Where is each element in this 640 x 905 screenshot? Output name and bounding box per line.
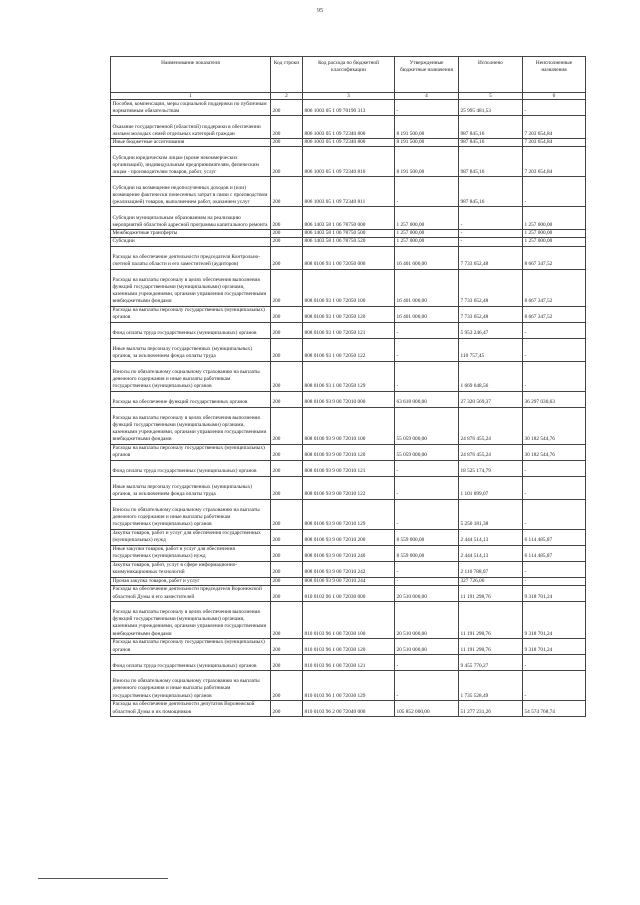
row-approved: 20 510 000,00 <box>395 601 459 638</box>
row-unexecuted: - <box>523 670 586 700</box>
row-line-code: 200 <box>271 638 303 654</box>
row-unexecuted: - <box>523 338 586 361</box>
row-executed: 51 277 231,26 <box>459 700 523 716</box>
row-unexecuted: 6 114 485,87 <box>523 529 586 545</box>
row-name: Расходы на выплаты персоналу в целях обеспечения выполнения функций государственными (муниципальными) органами, казенными учреждениями, органами управления государственными внебюджетными фондами <box>111 407 271 444</box>
row-name: Взносы по обязательному социальному страхованию на выплаты денежного содержания и иные выплаты работникам государственных (муниципальных) органов <box>111 361 271 391</box>
row-unexecuted: 1 257 000,00 <box>523 238 586 246</box>
row-executed: 11 191 298,76 <box>459 638 523 654</box>
table-row <box>111 100 586 116</box>
row-executed: 987 845,16 <box>459 177 523 207</box>
row-unexecuted: 30 182 544,76 <box>523 407 586 444</box>
row-unexecuted: - <box>523 322 586 338</box>
row-line-code: 200 <box>271 322 303 338</box>
page-number: 95 <box>317 8 323 14</box>
row-classification-code: 810 0103 96 1 00 72030 000 <box>303 585 395 601</box>
row-unexecuted: 1 257 000,00 <box>523 207 586 230</box>
table-row <box>111 638 586 654</box>
row-executed: 5 953 246,47 <box>459 322 523 338</box>
row-name: Межбюджетные трансферты <box>111 230 271 238</box>
row-unexecuted: 36 297 030,63 <box>523 391 586 407</box>
row-name: Субсидии муниципальным образованиям на реализацию мероприятий областной адресной программы капитального ремонта <box>111 207 271 230</box>
table-row <box>111 545 586 561</box>
table-row <box>111 670 586 700</box>
row-classification-code: 806 1403 58 1 06 78750 520 <box>303 238 395 246</box>
column-number: 2 <box>271 93 303 100</box>
row-unexecuted: 9 318 701,24 <box>523 585 586 601</box>
table-row <box>111 561 586 577</box>
table-row <box>111 391 586 407</box>
table-row <box>111 529 586 545</box>
row-approved: - <box>395 476 459 499</box>
column-number: 3 <box>303 93 395 100</box>
row-classification-code: 808 0106 93 1 00 72050 129 <box>303 361 395 391</box>
table-row <box>111 116 586 139</box>
column-number: 1 <box>111 93 271 100</box>
row-approved: 1 257 000,00 <box>395 230 459 238</box>
row-classification-code: 806 1003 05 1 09 70190 313 <box>303 100 395 116</box>
row-executed: 25 995 481,53 <box>459 100 523 116</box>
row-approved: - <box>395 100 459 116</box>
row-classification-code: 806 1003 05 1 09 72340 811 <box>303 177 395 207</box>
row-name: Расходы на выплаты персоналу государственных (муниципальных) органов <box>111 444 271 460</box>
header-executed: Исполнено <box>459 57 523 93</box>
table-row <box>111 269 586 306</box>
table-row <box>111 246 586 269</box>
row-name: Иные закупки товаров, работ и услуг для обеспечения государственных (муниципальных) нужд <box>111 545 271 561</box>
row-name: Иные бюджетные ассигнования <box>111 139 271 147</box>
table-row <box>111 207 586 230</box>
table-row <box>111 230 586 238</box>
row-approved: - <box>395 577 459 585</box>
row-classification-code: 808 0106 93 9 00 72010 122 <box>303 476 395 499</box>
row-executed: 5 250 181,38 <box>459 499 523 529</box>
row-approved: 8 559 000,00 <box>395 529 459 545</box>
row-approved: - <box>395 322 459 338</box>
row-line-code: 200 <box>271 601 303 638</box>
row-classification-code: 808 0106 93 1 00 72050 120 <box>303 306 395 322</box>
budget-execution-table <box>110 56 586 717</box>
column-number-row <box>111 93 586 100</box>
column-number: 6 <box>523 93 586 100</box>
header-line-code: Код строки <box>271 57 303 93</box>
row-classification-code: 808 0106 93 9 00 72010 129 <box>303 499 395 529</box>
row-line-code: 200 <box>271 460 303 476</box>
row-approved: 63 618 000,00 <box>395 391 459 407</box>
row-name: Оказание государственной (областной) поддержки в обеспечении жильем молодых семей отдельных категорий граждан <box>111 116 271 139</box>
row-approved: - <box>395 361 459 391</box>
row-classification-code: 810 0103 96 1 00 72030 129 <box>303 670 395 700</box>
row-line-code: 200 <box>271 444 303 460</box>
row-name: Расходы на выплаты персоналу государственных (муниципальных) органов <box>111 638 271 654</box>
row-executed: 987 845,16 <box>459 116 523 139</box>
row-executed: 110 757,45 <box>459 338 523 361</box>
row-line-code: 200 <box>271 670 303 700</box>
row-classification-code: 808 0106 93 1 00 72050 000 <box>303 246 395 269</box>
row-name: Фонд оплаты труда государственных (муниципальных) органов <box>111 654 271 670</box>
row-executed: 2 116 788,07 <box>459 561 523 577</box>
row-name: Иные выплаты персоналу государственных (муниципальных) органов, за исключением фонда оплаты труда <box>111 338 271 361</box>
row-line-code: 200 <box>271 246 303 269</box>
row-classification-code: 806 1403 58 1 06 78750 000 <box>303 207 395 230</box>
row-unexecuted: 54 574 768,74 <box>523 700 586 716</box>
row-approved: - <box>395 561 459 577</box>
row-name: Взносы по обязательному социальному страхованию на выплаты денежного содержания и иные выплаты работникам государственных (муниципальных) органов <box>111 499 271 529</box>
row-classification-code: 808 0106 93 9 00 72010 100 <box>303 407 395 444</box>
row-unexecuted: - <box>523 476 586 499</box>
row-line-code: 200 <box>271 139 303 147</box>
table-row <box>111 147 586 177</box>
row-executed: 11 191 298,76 <box>459 585 523 601</box>
row-approved: - <box>395 670 459 700</box>
row-name: Расходы на обеспечение деятельности председателя Контрольно-счетной палаты области и его заместителей (аудиторов) <box>111 246 271 269</box>
table-row <box>111 444 586 460</box>
header-classification-code: Код расхода по бюджетной классификации <box>303 57 395 93</box>
table-row <box>111 322 586 338</box>
row-name: Расходы на выплаты персоналу в целях обеспечения выполнения функций государственными (муниципальными) органами, казенными учреждениями, органами управления государственными внебюджетными фондами <box>111 269 271 306</box>
row-classification-code: 808 0106 93 1 00 72050 121 <box>303 322 395 338</box>
column-number: 5 <box>459 93 523 100</box>
table-row <box>111 361 586 391</box>
row-approved: 55 059 000,00 <box>395 444 459 460</box>
row-executed: 1 101 099,07 <box>459 476 523 499</box>
table-row <box>111 407 586 444</box>
row-executed: 7 733 652,48 <box>459 306 523 322</box>
row-unexecuted: 7 203 654,84 <box>523 139 586 147</box>
row-name: Прочая закупка товаров, работ и услуг <box>111 577 271 585</box>
row-unexecuted: 9 318 701,24 <box>523 601 586 638</box>
row-executed: 27 320 569,37 <box>459 391 523 407</box>
row-approved: 8 191 500,00 <box>395 139 459 147</box>
header-unexecuted: Неисполненные назначения <box>523 57 586 93</box>
row-unexecuted: - <box>523 460 586 476</box>
row-unexecuted: 7 203 654,84 <box>523 147 586 177</box>
row-approved: - <box>395 177 459 207</box>
row-unexecuted: 6 114 485,87 <box>523 545 586 561</box>
row-executed: 1 669 648,56 <box>459 361 523 391</box>
row-approved: - <box>395 460 459 476</box>
row-approved: 55 059 000,00 <box>395 407 459 444</box>
row-name: Расходы на обеспечение деятельности депутатов Воронежской областной Думы и их помощников <box>111 700 271 716</box>
row-unexecuted: 9 318 701,24 <box>523 638 586 654</box>
row-line-code: 200 <box>271 407 303 444</box>
row-executed: 9 455 770,27 <box>459 654 523 670</box>
row-executed: 327 726,06 <box>459 577 523 585</box>
row-unexecuted: - <box>523 577 586 585</box>
row-approved: 20 510 000,00 <box>395 638 459 654</box>
row-executed: 7 733 652,48 <box>459 269 523 306</box>
row-approved: 1 257 000,00 <box>395 207 459 230</box>
row-name: Фонд оплаты труда государственных (муниципальных) органов <box>111 322 271 338</box>
row-line-code: 200 <box>271 306 303 322</box>
row-executed: 18 525 174,79 <box>459 460 523 476</box>
row-approved: 8 191 500,00 <box>395 147 459 177</box>
row-classification-code: 810 0103 96 1 00 72030 120 <box>303 638 395 654</box>
table-row <box>111 585 586 601</box>
row-classification-code: 808 0106 93 9 00 72010 121 <box>303 460 395 476</box>
row-executed: 7 733 652,48 <box>459 246 523 269</box>
row-unexecuted: 8 667 347,52 <box>523 246 586 269</box>
row-unexecuted: 7 203 654,84 <box>523 116 586 139</box>
table-body <box>111 100 586 717</box>
row-line-code: 200 <box>271 499 303 529</box>
row-classification-code: 810 0103 96 2 00 72040 000 <box>303 700 395 716</box>
row-classification-code: 810 0103 96 1 00 72030 100 <box>303 601 395 638</box>
row-name: Взносы по обязательному социальному страхованию на выплаты денежного содержания и иные выплаты работникам государственных (муниципальных) органов <box>111 670 271 700</box>
row-unexecuted: 30 182 544,76 <box>523 444 586 460</box>
row-unexecuted: - <box>523 654 586 670</box>
row-approved: 8 191 500,00 <box>395 116 459 139</box>
row-classification-code: 810 0103 96 1 00 72030 121 <box>303 654 395 670</box>
header-approved: Утвержденные бюджетные назначения <box>395 57 459 93</box>
row-line-code: 200 <box>271 147 303 177</box>
table-row <box>111 139 586 147</box>
row-classification-code: 808 0106 93 9 00 72010 120 <box>303 444 395 460</box>
row-line-code: 200 <box>271 529 303 545</box>
row-classification-code: 806 1003 05 1 09 72340 800 <box>303 139 395 147</box>
row-approved: 1 257 000,00 <box>395 238 459 246</box>
row-classification-code: 808 0106 93 9 00 72010 200 <box>303 529 395 545</box>
row-name: Пособия, компенсации, меры социальной поддержки по публичным нормативным обязательствам <box>111 100 271 116</box>
row-unexecuted: - <box>523 499 586 529</box>
row-classification-code: 806 1403 58 1 06 78750 500 <box>303 230 395 238</box>
row-classification-code: 806 1003 05 1 09 72340 810 <box>303 147 395 177</box>
row-line-code: 200 <box>271 100 303 116</box>
table-row <box>111 460 586 476</box>
row-approved: - <box>395 499 459 529</box>
row-classification-code: 808 0106 93 9 00 72010 244 <box>303 577 395 585</box>
table-row <box>111 499 586 529</box>
row-name: Закупка товаров, работ и услуг для обеспечения государственных (муниципальных) нужд <box>111 529 271 545</box>
table-row <box>111 238 586 246</box>
row-line-code: 200 <box>271 700 303 716</box>
row-executed: 11 191 298,76 <box>459 601 523 638</box>
column-number: 4 <box>395 93 459 100</box>
row-unexecuted: 1 257 000,00 <box>523 230 586 238</box>
row-approved: 8 559 000,00 <box>395 545 459 561</box>
table-row <box>111 577 586 585</box>
row-name: Фонд оплаты труда государственных (муниципальных) органов <box>111 460 271 476</box>
row-approved: 16 401 000,00 <box>395 246 459 269</box>
row-name: Закупка товаров, работ, услуг в сфере информационно-коммуникационных технологий <box>111 561 271 577</box>
row-line-code: 200 <box>271 269 303 306</box>
row-unexecuted: 8 667 347,52 <box>523 306 586 322</box>
row-line-code: 200 <box>271 561 303 577</box>
row-name: Расходы на выплаты персоналу государственных (муниципальных) органов <box>111 306 271 322</box>
table-row <box>111 338 586 361</box>
table-row <box>111 700 586 716</box>
row-line-code: 200 <box>271 361 303 391</box>
row-line-code: 200 <box>271 338 303 361</box>
row-classification-code: 808 0106 93 1 00 72050 122 <box>303 338 395 361</box>
row-line-code: 200 <box>271 545 303 561</box>
row-classification-code: 808 0106 93 1 00 72050 100 <box>303 269 395 306</box>
row-approved: - <box>395 654 459 670</box>
row-approved: 16 401 000,00 <box>395 269 459 306</box>
row-executed: 2 444 514,13 <box>459 529 523 545</box>
row-name: Иные выплаты персоналу государственных (муниципальных) органов, за исключением фонда оплаты труда <box>111 476 271 499</box>
row-unexecuted: - <box>523 361 586 391</box>
row-line-code: 200 <box>271 391 303 407</box>
row-classification-code: 808 0106 93 9 00 72010 242 <box>303 561 395 577</box>
row-name: Субсидии на возмещение недополученных доходов и (или) возмещение фактически понесенных затрат в связи с производством (реализацией) товаров, выполнением работ, оказанием услуг <box>111 177 271 207</box>
row-approved: 20 510 000,00 <box>395 585 459 601</box>
row-name: Расходы на обеспечение деятельности председателя Воронежской областной Думы и его заместителей <box>111 585 271 601</box>
row-executed: - <box>459 238 523 246</box>
footer-divider <box>38 878 168 879</box>
row-approved: 105 852 000,00 <box>395 700 459 716</box>
row-name: Расходы на выплаты персоналу в целях обеспечения выполнения функций государственными (муниципальными) органами, казенными учреждениями, органами управления государственными внебюджетными фондами <box>111 601 271 638</box>
row-line-code: 200 <box>271 207 303 230</box>
row-line-code: 200 <box>271 116 303 139</box>
row-line-code: 200 <box>271 577 303 585</box>
row-executed: 1 735 528,49 <box>459 670 523 700</box>
row-unexecuted: - <box>523 177 586 207</box>
row-line-code: 200 <box>271 238 303 246</box>
row-unexecuted: - <box>523 561 586 577</box>
row-unexecuted: - <box>523 100 586 116</box>
row-approved: - <box>395 338 459 361</box>
row-executed: 987 845,16 <box>459 147 523 177</box>
table-row <box>111 476 586 499</box>
row-executed: 2 444 514,13 <box>459 545 523 561</box>
row-line-code: 200 <box>271 585 303 601</box>
row-executed: 24 876 455,24 <box>459 444 523 460</box>
row-executed: - <box>459 230 523 238</box>
table-row <box>111 601 586 638</box>
row-line-code: 200 <box>271 177 303 207</box>
table-header-row <box>111 57 586 93</box>
table-row <box>111 654 586 670</box>
row-executed: 24 876 455,24 <box>459 407 523 444</box>
row-classification-code: 806 1003 05 1 09 72340 800 <box>303 116 395 139</box>
header-name: Наименование показателя <box>111 57 271 93</box>
row-name: Расходы на обеспечение функций государственных органов <box>111 391 271 407</box>
row-line-code: 200 <box>271 654 303 670</box>
row-line-code: 200 <box>271 230 303 238</box>
row-classification-code: 808 0106 93 9 00 72010 000 <box>303 391 395 407</box>
row-executed: - <box>459 207 523 230</box>
row-unexecuted: 8 667 347,52 <box>523 269 586 306</box>
row-classification-code: 808 0106 93 9 00 72010 240 <box>303 545 395 561</box>
row-line-code: 200 <box>271 476 303 499</box>
row-name: Субсидии <box>111 238 271 246</box>
row-approved: 16 401 000,00 <box>395 306 459 322</box>
table-row <box>111 177 586 207</box>
row-executed: 987 845,16 <box>459 139 523 147</box>
table-row <box>111 306 586 322</box>
row-name: Субсидии юридическим лицам (кроме некоммерческих организаций), индивидуальным предпринимателям, физическим лицам - производителям товаров, работ, услуг <box>111 147 271 177</box>
